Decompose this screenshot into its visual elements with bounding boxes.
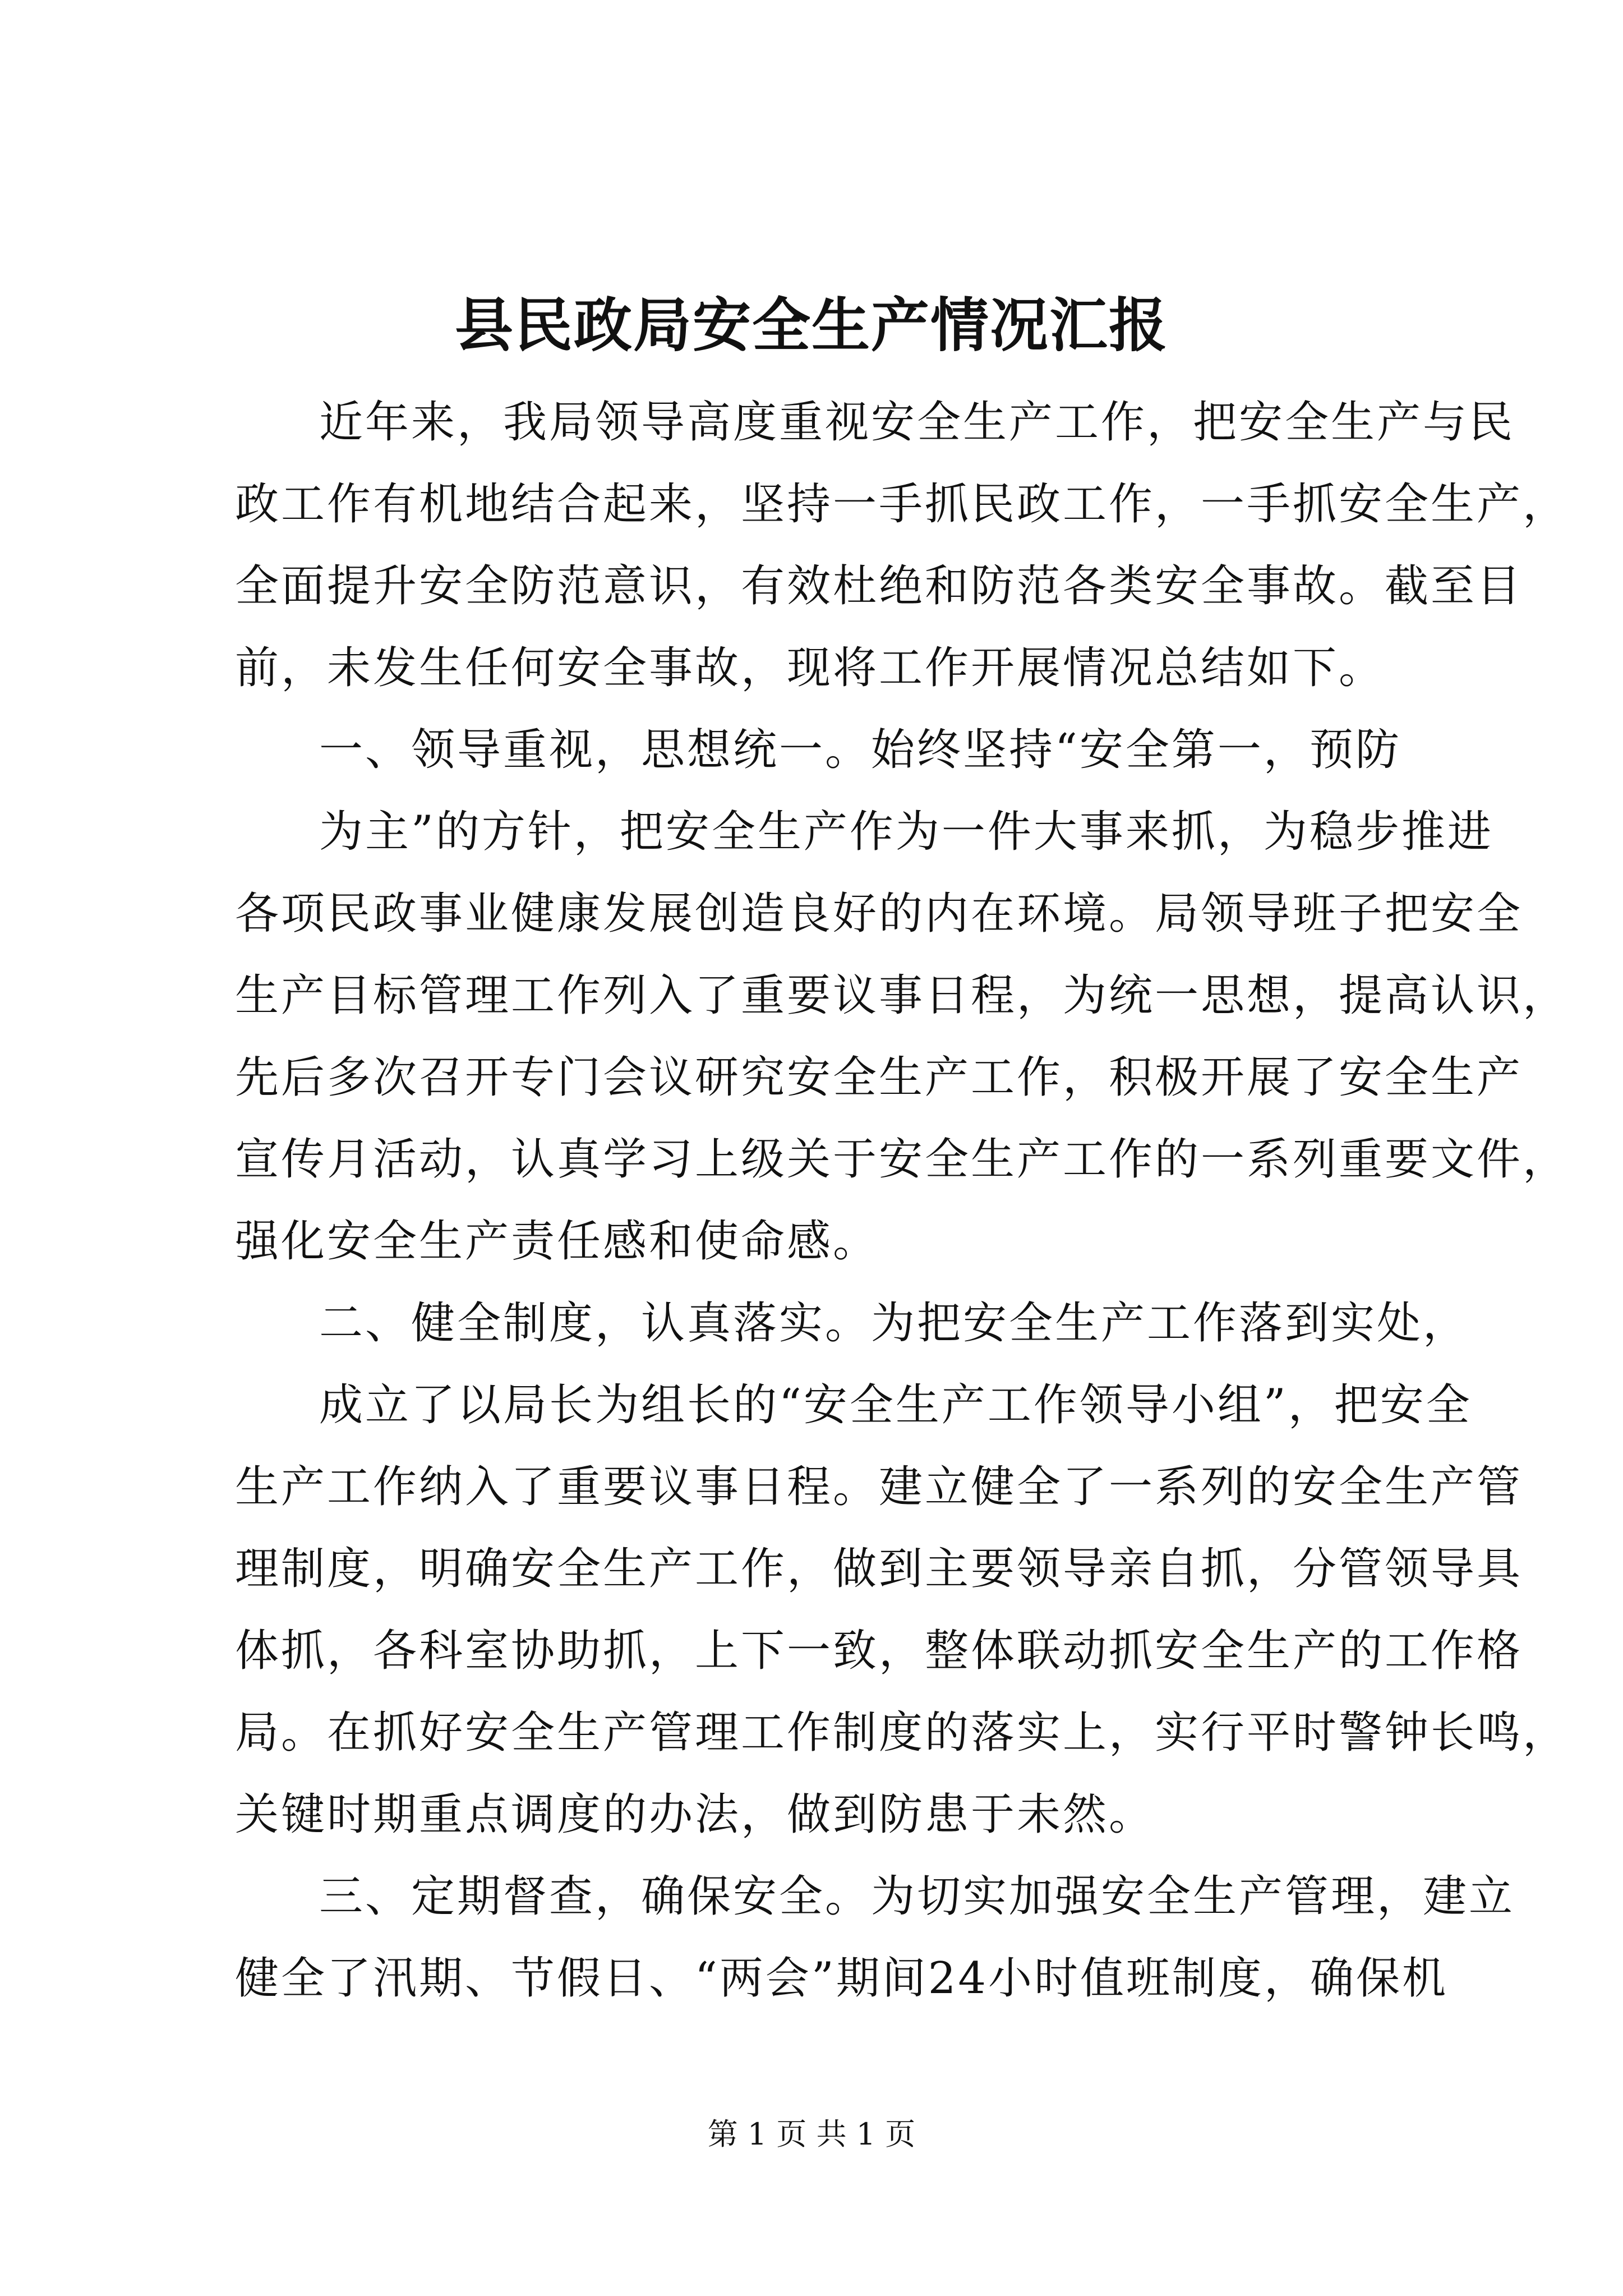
body-line: 生产目标管理工作列入了重要议事日程，为统一思想，提高认识， (235, 970, 1569, 1021)
body-line: 各项民政事业健康发展创造良好的内在环境。局领导班子把安全 (235, 889, 1523, 939)
body-line: 健全了汛期、节假日、“两会”期间24小时值班制度，确保机 (235, 1953, 1449, 2004)
body-line: 二、健全制度，认真落实。为把安全生产工作落到实处， (319, 1298, 1469, 1349)
body-line: 关键时期重点调度的办法，做到防患于未然。 (235, 1789, 1155, 1840)
body-line: 先后多次召开专门会议研究安全生产工作，积极开展了安全生产 (235, 1052, 1523, 1103)
body-line: 近年来，我局领导高度重视安全生产工作，把安全生产与民 (319, 397, 1515, 448)
body-line: 体抓，各科室协助抓，上下一致，整体联动抓安全生产的工作格 (235, 1626, 1523, 1676)
body-line: 全面提升安全防范意识，有效杜绝和防范各类安全事故。截至目 (235, 561, 1523, 611)
page-footer: 第 1 页 共 1 页 (707, 2116, 916, 2152)
body-line: 一、领导重视，思想统一。始终坚持“安全第一，预防 (319, 725, 1401, 775)
body-line: 三、定期督查，确保安全。为切实加强安全生产管理，建立 (319, 1871, 1515, 1922)
body-line: 为主”的方针，把安全生产作为一件大事来抓，为稳步推进 (319, 807, 1493, 857)
body-line: 理制度，明确安全生产工作，做到主要领导亲自抓，分管领导具 (235, 1544, 1523, 1594)
body-line: 前，未发生任何安全事故，现将工作开展情况总结如下。 (235, 643, 1385, 693)
body-line: 宣传月活动，认真学习上级关于安全生产工作的一系列重要文件， (235, 1134, 1569, 1185)
body-line: 强化安全生产责任感和使命感。 (235, 1216, 879, 1267)
document-title: 县民政局安全生产情况汇报 (454, 291, 1168, 360)
document-body (235, 381, 1569, 2019)
body-line: 局。在抓好安全生产管理工作制度的落实上，实行平时警钟长鸣， (235, 1708, 1569, 1758)
body-line: 成立了以局长为组长的“安全生产工作领导小组”，把安全 (319, 1380, 1472, 1430)
body-line: 生产工作纳入了重要议事日程。建立健全了一系列的安全生产管 (235, 1462, 1523, 1512)
body-line: 政工作有机地结合起来，坚持一手抓民政工作，一手抓安全生产， (235, 479, 1569, 530)
